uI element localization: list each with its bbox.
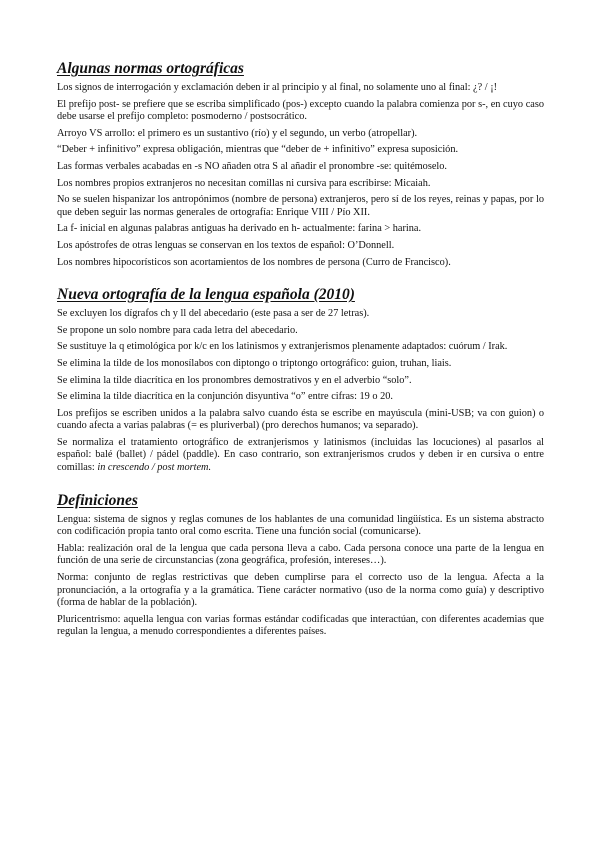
paragraph: Los nombres propios extranjeros no necesitan comillas ni cursiva para escribirse: Micaiah. [57, 177, 431, 189]
section-nueva-ortografia [57, 286, 544, 475]
paragraph: Los nombres hipocorísticos son acortamientos de los nombres de persona (Curro de Francisco). [57, 256, 451, 268]
paragraph: El prefijo post- se prefiere que se escriba simplificado (pos-) excepto cuando la palabra comienza por s-, en cuyo caso debe usarse el prefijo completo: posmoderno / postsocrático. [57, 98, 544, 123]
paragraph: Se excluyen los dígrafos ch y ll del abecedario (este pasa a ser de 27 letras). [57, 308, 370, 320]
paragraph: Se sustituye la q etimológica por k/c en los latinismos y extranjerismos plenamente adaptados: cuórum / Irak. [57, 341, 508, 353]
definition-habla: Habla: realización oral de la lengua que cada persona lleva a cabo. Cada persona conoce una parte de la lengua en función de una serie de circunstancias (zona geográfica, profesión, intereses…). [57, 542, 544, 567]
paragraph: Se elimina la tilde diacrítica en los pronombres demostrativos y en el adverbio “solo”. [57, 374, 412, 386]
paragraph [57, 437, 544, 475]
paragraph: La f- inicial en algunas palabras antiguas ha derivado en h- actualmente: farina > harina. [57, 223, 422, 235]
paragraph: Los prefijos se escriben unidos a la palabra salvo cuando ésta se escribe en mayúscula (mini-USB; va con guion) o cuando afecta a varias palabras (= es pluriverbal) (pro derechos humanos; va separado). [57, 407, 544, 432]
definition-lengua: Lengua: sistema de signos y reglas comunes de los hablantes de una comunidad lingüística. Es un sistema abstracto con codificación propia tanto oral como escrita. Tiene una función social (comunicarse). [57, 513, 544, 538]
paragraph: “Deber + infinitivo” expresa obligación, mientras que “deber de + infinitivo” expresa suposición. [57, 144, 459, 156]
paragraph: Las formas verbales acabadas en -s NO añaden otra S al añadir el pronombre -se: quitémoselo. [57, 160, 447, 172]
paragraph: Se elimina la tilde diacrítica en la conjunción disyuntiva “o” entre cifras: 19 o 20. [57, 391, 393, 403]
section-definiciones [57, 492, 544, 639]
section-normas-ortograficas [57, 60, 544, 269]
paragraph: Los apóstrofes de otras lenguas se conservan en los textos de español: O’Donnell. [57, 239, 395, 251]
paragraph: Se elimina la tilde de los monosílabos con diptongo o triptongo ortográfico: guion, truhan, liais. [57, 357, 452, 369]
section-title: Nueva ortografía de la lengua española (2010) [57, 286, 355, 304]
italic-example: in crescendo / post mortem. [97, 462, 212, 474]
paragraph: Arroyo VS arrollo: el primero es un sustantivo (río) y el segundo, un verbo (atropellar). [57, 127, 418, 139]
paragraph: No se suelen hispanizar los antropónimos (nombre de persona) extranjeros, pero sí de los reyes, reinas y papas, por lo que deben seguir las normas generales de ortografía: Enrique VIII / Pío XII. [57, 194, 544, 218]
section-title: Definiciones [57, 491, 138, 509]
paragraph: Los signos de interrogación y exclamación deben ir al principio y al final, no solamente uno al final: ¿? / ¡! [57, 82, 498, 93]
paragraph-text: Se normaliza el tratamiento ortográfico de extranjerismos y latinismos (incluidas las locuciones) al pasarlos al español: balé (ballet) / pádel (paddle). En caso contrario, son extranjerismos crudos y deben ir en cursiva o entre comillas: [57, 436, 544, 474]
definition-norma: Norma: conjunto de reglas restrictivas que deben cumplirse para el correcto uso de la lengua. Afecta a la pronunciación, a la ortografía y a la gramática. Tiene carácter normativo (uso de la norma como guía) y descriptivo (forma de hablar de la población). [57, 572, 544, 609]
paragraph: Se propone un solo nombre para cada letra del abecedario. [57, 324, 298, 336]
definition-pluricentrismo: Pluricentrismo: aquella lengua con varias formas estándar codificadas que interactúan, con diferentes academias que regulan la lengua, a menudo correspondientes a diferentes países. [57, 613, 544, 638]
section-title: Algunas normas ortográficas [57, 60, 244, 77]
